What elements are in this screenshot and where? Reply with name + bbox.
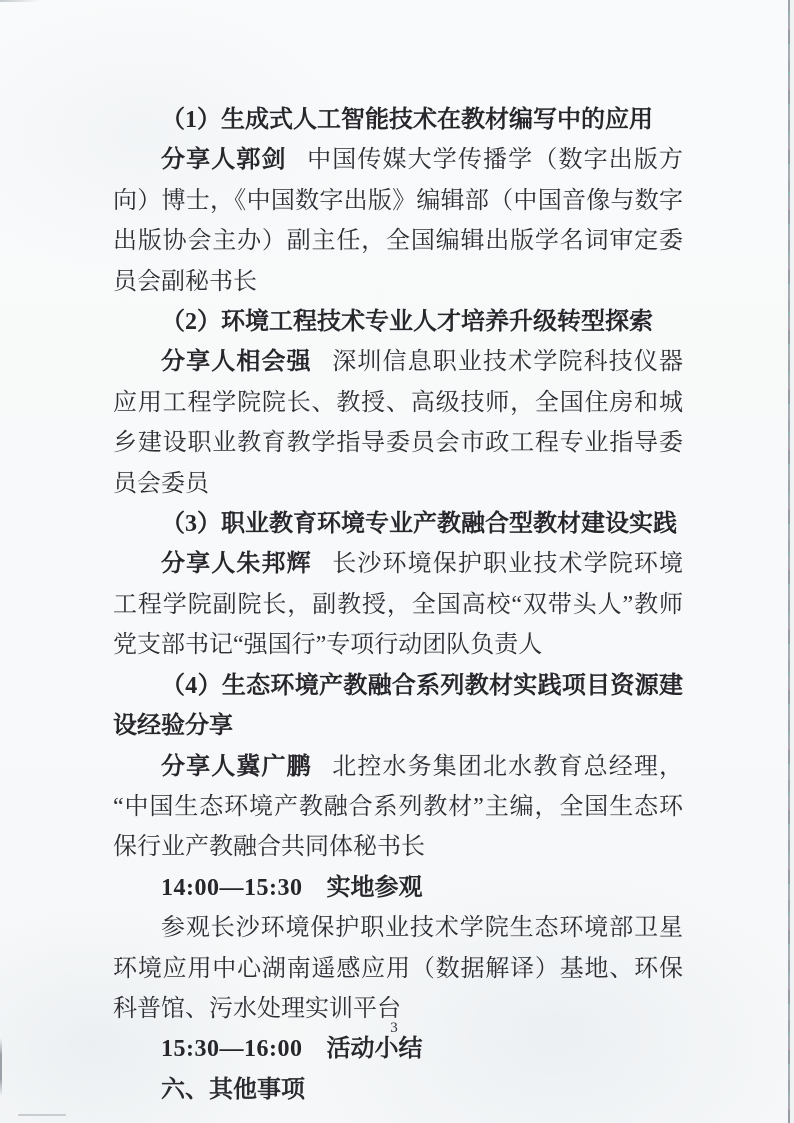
speaker-paragraph-3 [113, 544, 683, 665]
scan-artifact-top-left [0, 0, 40, 2]
speaker-name-2: 分享人相会强 [161, 349, 312, 376]
speaker-bio-4: 北控水务集团北水教育总经理，“中国生态环境产教融合系列教材”主编，全国生态环保行业产教融合共同体秘书长 [113, 753, 684, 861]
time-activity-2: 活动小结 [326, 1036, 423, 1063]
scan-artifact-bottom-smudge [18, 1114, 66, 1116]
agenda-time-slot-1 [113, 868, 683, 908]
speaker-bio-3: 长沙环境保护职业技术学院环境工程学院副院长，副教授，全国高校“双带头人”教师党支部书记“强国行”专项行动团队负责人 [113, 551, 684, 659]
time-range-1: 14:00—15:30 [161, 874, 303, 901]
speaker-paragraph-2 [113, 342, 683, 504]
page-number: 3 [390, 1020, 398, 1036]
speaker-paragraph-4 [113, 747, 683, 868]
scan-artifact-bottom-left [0, 1038, 2, 1096]
speaker-name-3: 分享人朱邦辉 [161, 551, 312, 578]
speaker-name-1: 分享人郭剑 [161, 147, 287, 174]
agenda-topic-3: （3）职业教育环境专业产教融合型教材建设实践 [161, 511, 677, 538]
agenda-topic-2: （2）环境工程技术专业人才培养升级转型探索 [161, 309, 653, 336]
agenda-topic-4: （4）生态环境产教融合系列教材实践项目资源建设经验分享 [113, 672, 683, 740]
agenda-content [113, 100, 683, 1110]
speaker-paragraph-1 [113, 140, 683, 302]
scan-page-margin-right [790, 0, 794, 1123]
section-heading-other-matters: 六、其他事项 [161, 1075, 305, 1103]
visit-description-paragraph: 参观长沙环境保护职业技术学院生态环境部卫星环境应用中心湖南遥感应用（数据解译）基地、环保科普馆、污水处理实训平台 [113, 915, 683, 1022]
time-range-2: 15:30—16:00 [161, 1036, 303, 1063]
speaker-name-4: 分享人冀广鹏 [161, 753, 312, 780]
time-activity-1: 实地参观 [326, 874, 423, 901]
speaker-bio-1: 中国传媒大学传播学（数字出版方向）博士，《中国数字出版》编辑部（中国音像与数字出版协会主办）副主任，全国编辑出版学名词审定委员会副秘书长 [113, 147, 683, 295]
speaker-bio-2: 深圳信息职业技术学院科技仪器应用工程学院院长、教授、高级技师，全国住房和城乡建设职业教育教学指导委员会市政工程专业指导委员会委员 [113, 349, 684, 497]
agenda-topic-1: （1）生成式人工智能技术在教材编写中的应用 [161, 107, 653, 133]
scan-edge-line-right [788, 0, 790, 1123]
